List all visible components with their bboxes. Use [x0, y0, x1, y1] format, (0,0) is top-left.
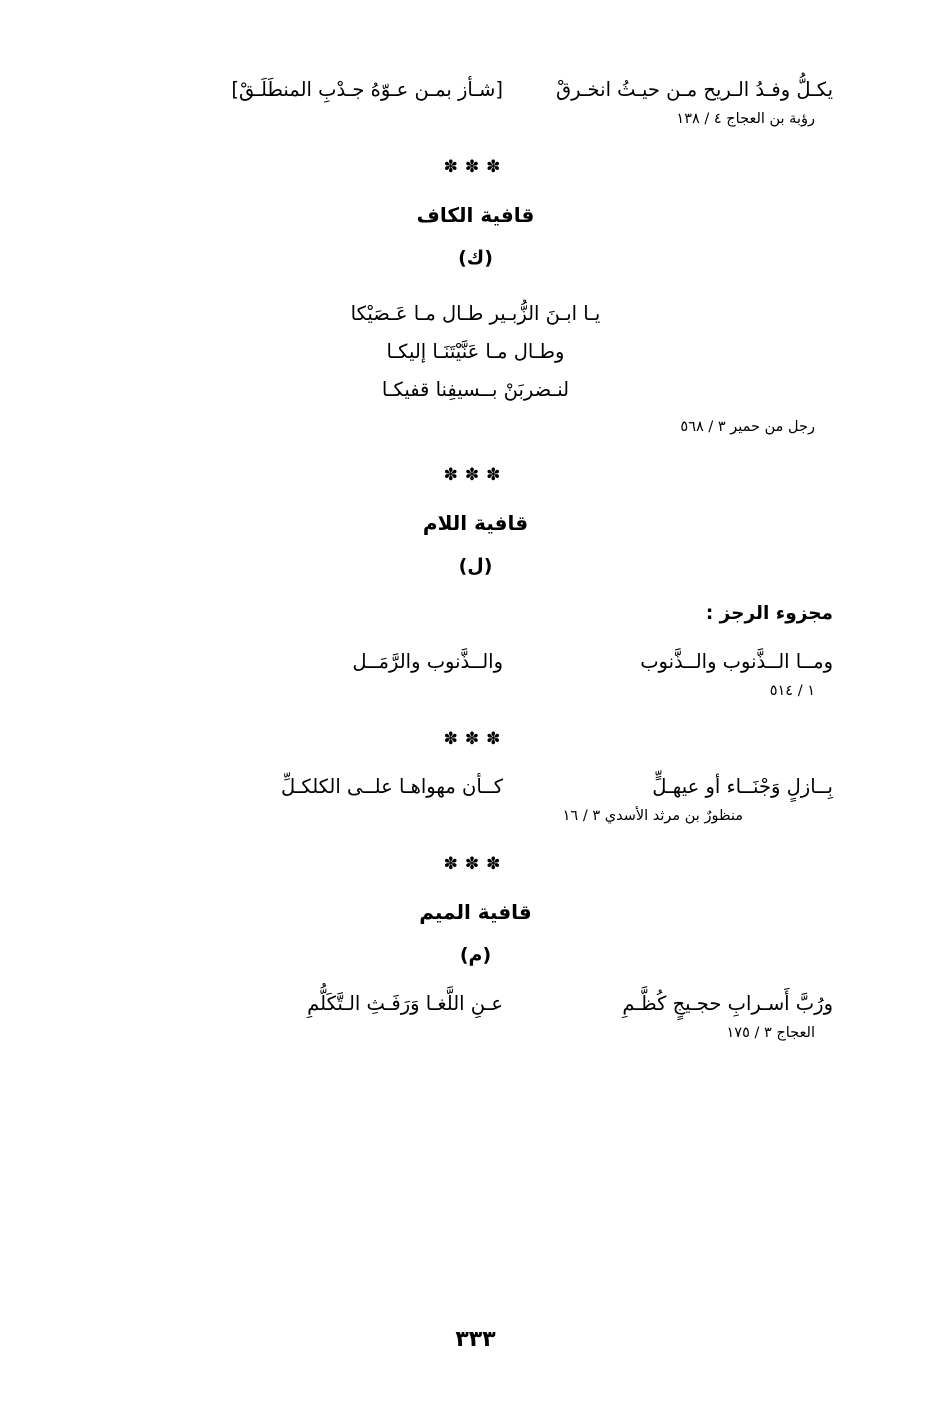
hemistich-second: عـنِ اللَّغـا وَرَفَـثِ الـتَّكَلُّمِ [307, 992, 503, 1016]
hemistich-second: والــذَّنوب والرَّمَــل [352, 650, 503, 674]
section-qafiyat-al-mim [118, 900, 833, 1041]
verse-attribution: منظورٌ بن مرثد الأسدي ٣ / ١٦ [562, 808, 743, 825]
section-heading: قافية اللام [422, 511, 529, 536]
verse-line [118, 650, 833, 673]
section-separator: ✽✽✽ [443, 157, 508, 177]
hemistich-first: يكـلُّ وفـدُ الـريح مـن حيـثُ انخـرقْ [555, 78, 833, 101]
section-letter-mark: (م) [459, 944, 492, 967]
hemistich-first: ورُبَّ أَسـرابِ حجـيجٍ كُظَّـمِ [622, 992, 833, 1016]
section-qafiyat-al-lam [118, 511, 833, 699]
hemistich-first: ومــا الــذَّنوب والــذَّنوب [640, 650, 833, 674]
section-qafiyat-al-kaf [118, 203, 833, 435]
verse-attribution: العجاج ٣ / ١٧٥ [726, 1025, 815, 1042]
verse-line: يـا ابـنَ الزُّبـير طـال مـا عَـصَيْكا [350, 302, 601, 325]
verse-attribution: ١ / ٥١٤ [769, 683, 815, 700]
hemistich-second: كــأن مهواهـا علــى الكلكـلِّ [280, 775, 503, 799]
verse-line [118, 775, 833, 798]
section-separator: ✽✽✽ [443, 854, 508, 875]
verse-attribution: رؤبة بن العجاج ٤ / ١٣٨ [676, 111, 815, 127]
verse-group [118, 295, 833, 409]
section-separator: ✽✽✽ [443, 729, 508, 750]
verse-line [118, 992, 833, 1015]
verse-line: وطـال مـا عَنَّيْتَنَـا إليكـا [386, 340, 565, 364]
hemistich-second: [شـأز بمـن عـوّهُ جـدْبِ المنطَلَـقْ] [231, 78, 503, 101]
hemistich-first: بِــازلٍ وَجْنَــاء أو عيهـلٍّ [652, 775, 833, 799]
page-number: ٣٣٣ [455, 1327, 496, 1352]
verse-block-lam-second [118, 775, 833, 824]
verse-attribution: رجل من حمير ٣ / ٥٦٨ [680, 419, 815, 436]
meter-label: مجزوء الرجز : [705, 603, 833, 625]
verse-line: لنـضربَنْ بــسيفِنا قفيكـا [381, 378, 570, 402]
section-letter-mark: (ل) [458, 555, 493, 578]
section-separator: ✽✽✽ [443, 465, 508, 486]
verse-block-top [118, 78, 833, 127]
section-heading: قافية الميم [419, 900, 532, 925]
verse-line [118, 78, 833, 101]
section-heading: قافية الكاف [416, 203, 535, 227]
section-letter-mark: (ك) [458, 247, 493, 269]
